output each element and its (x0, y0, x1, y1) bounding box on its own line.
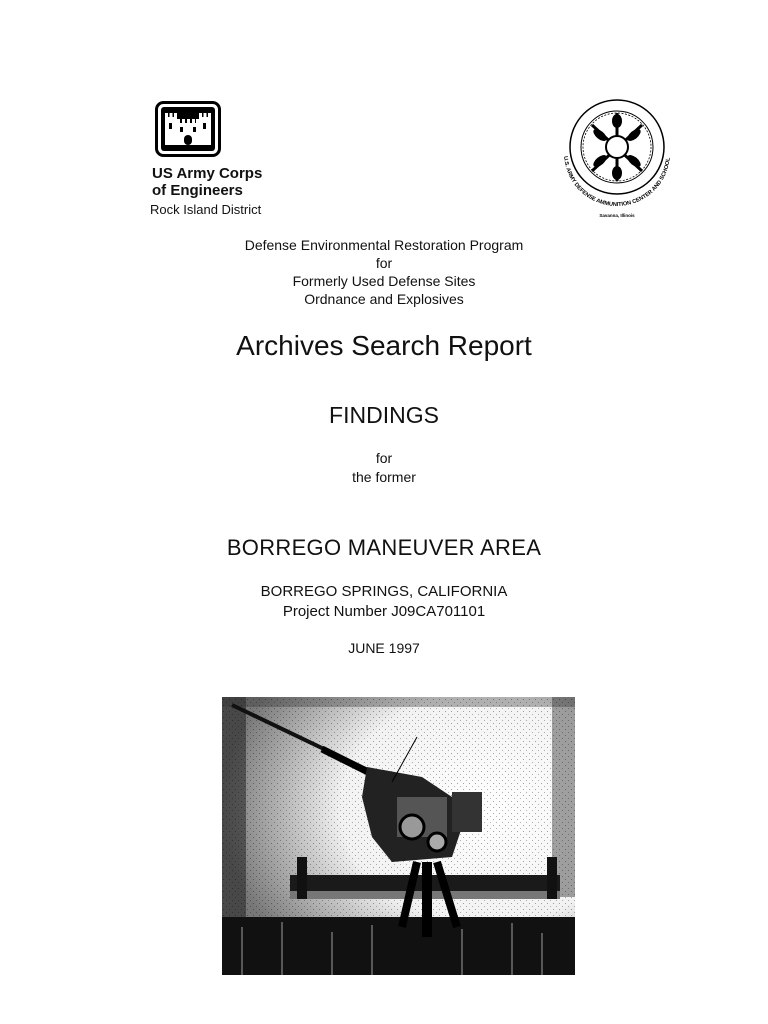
svg-text:U.S. ARMY DEFENSE AMMUNITION C: U.S. ARMY DEFENSE AMMUNITION CENTER AND SCHOOL (562, 155, 672, 209)
program-line4: Ordnance and Explosives (304, 291, 464, 307)
report-subtitle: FINDINGS (329, 402, 439, 428)
project-number: J09CA701101 (391, 603, 486, 620)
site-location: BORREGO SPRINGS, CALIFORNIA (260, 583, 508, 600)
org-name-line1: US Army Corps (152, 165, 263, 182)
project-label: Project Number (282, 603, 388, 620)
report-date: JUNE 1997 (348, 640, 420, 656)
usace-castle-logo (155, 101, 221, 157)
report-title: Archives Search Report (236, 330, 532, 361)
svg-text:Savanna, Illinois: Savanna, Illinois (599, 213, 635, 218)
program-line1: Defense Environmental Restoration Program (244, 237, 524, 253)
anti-aircraft-gun-photo (222, 697, 575, 975)
program-line2: for (375, 255, 393, 271)
project-number-line (0, 603, 768, 620)
org-name-line2: of Engineers (152, 182, 243, 199)
org-district: Rock Island District (150, 202, 262, 217)
the-former-line: the former (352, 469, 416, 485)
site-name: BORREGO MANEUVER AREA (226, 535, 542, 560)
program-line3: Formerly Used Defense Sites (292, 273, 476, 289)
for-line: for (375, 450, 393, 466)
emblem-seal-icon (552, 95, 682, 225)
